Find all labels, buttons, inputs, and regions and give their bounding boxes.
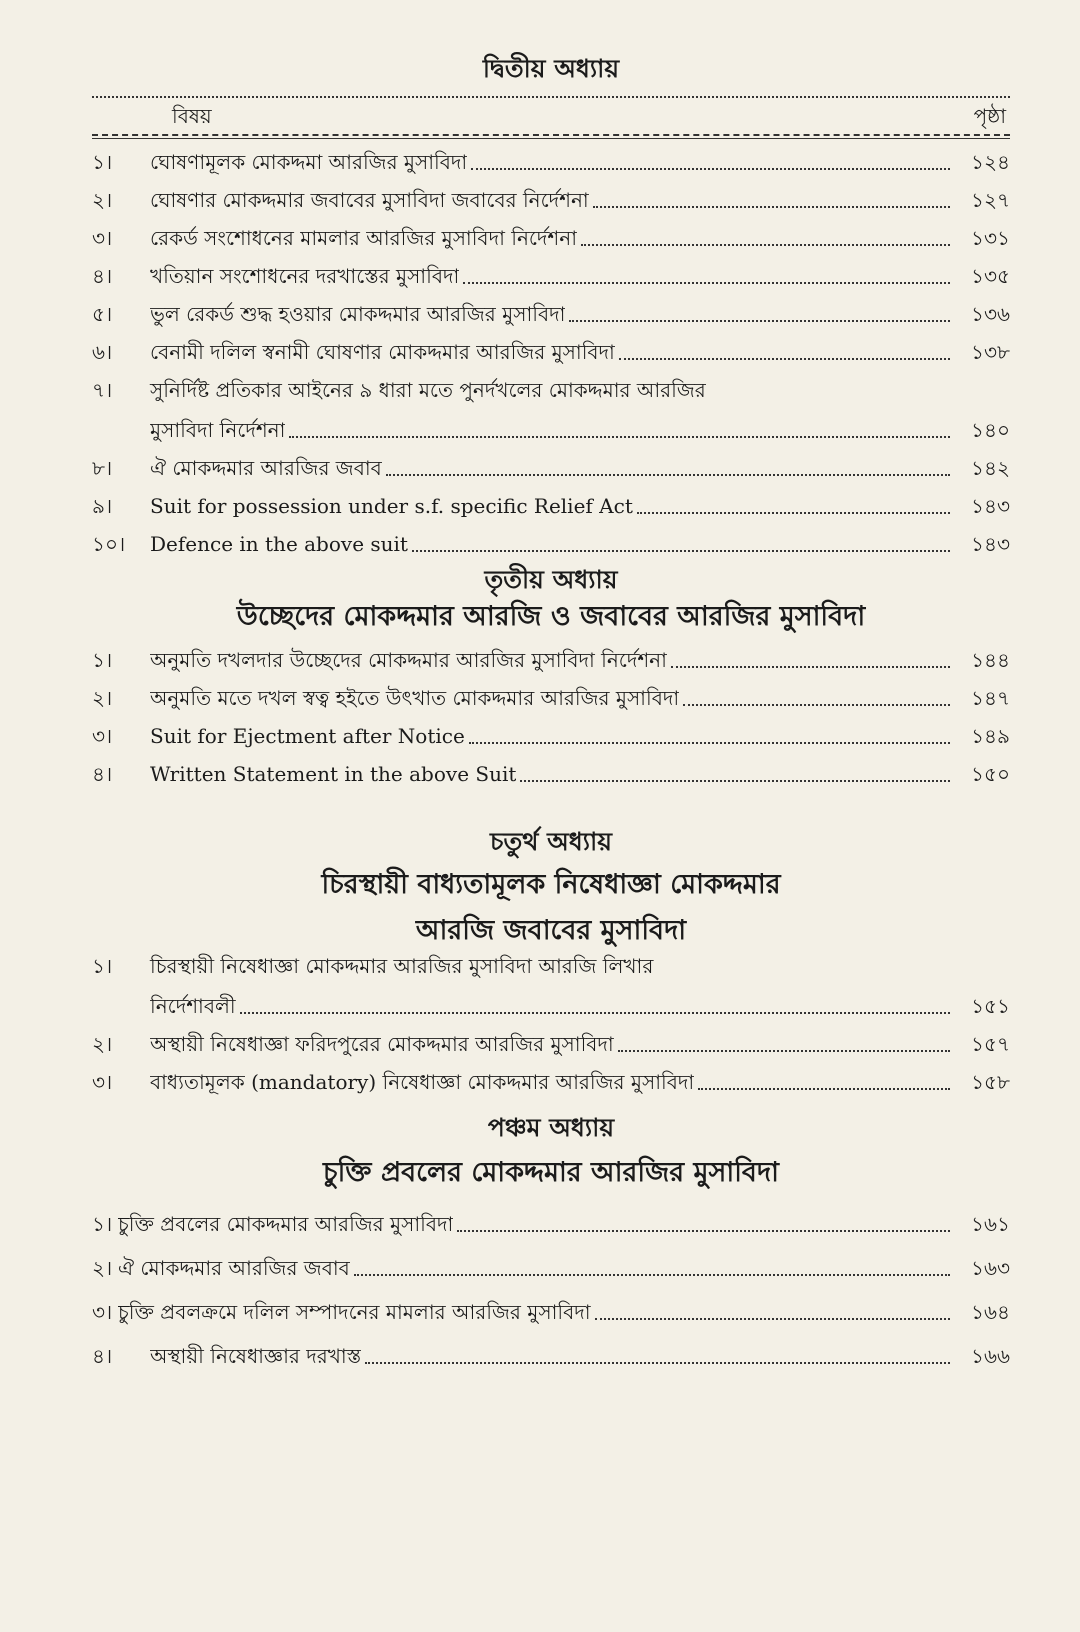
toc-entry[interactable] bbox=[92, 453, 1010, 483]
toc-entry[interactable] bbox=[92, 1341, 1010, 1371]
entry-number: ২। bbox=[92, 1032, 113, 1056]
toc-entry[interactable] bbox=[92, 491, 1010, 521]
dot-leader bbox=[412, 550, 950, 552]
toc-entry[interactable] bbox=[92, 261, 1010, 291]
entry-title: Suit for Ejectment after Notice bbox=[150, 724, 465, 748]
entry-number: ৭। bbox=[92, 378, 113, 402]
entry-title: রেকর্ড সংশোধনের মামলার আরজির মুসাবিদা নির্দেশনা bbox=[150, 226, 578, 250]
entry-title: ঘোষণার মোকদ্দমার জবাবের মুসাবিদা জবাবের নির্দেশনা bbox=[150, 188, 589, 212]
entry-title: সুনির্দিষ্ট প্রতিকার আইনের ৯ ধারা মতে পুনর্দখলের মোকদ্দমার আরজির bbox=[150, 378, 706, 402]
toc-entry[interactable] bbox=[92, 951, 1010, 1021]
entry-page: ১৬৩ bbox=[971, 1256, 1010, 1280]
dot-leader bbox=[386, 474, 950, 476]
toc-entry[interactable] bbox=[92, 1067, 1010, 1097]
dot-leader bbox=[354, 1274, 950, 1276]
entry-title: ঘোষণামূলক মোকদ্দমা আরজির মুসাবিদা bbox=[150, 150, 468, 174]
entry-title: Suit for possession under s.f. specific Relief Act bbox=[150, 494, 633, 518]
entry-title: Defence in the above suit bbox=[150, 532, 408, 556]
entry-number: ১। bbox=[92, 648, 113, 672]
dot-leader bbox=[619, 358, 950, 360]
chapter-3-entries bbox=[92, 645, 1010, 789]
entry-title: ঐ মোকদ্দমার আরজির জবাব bbox=[150, 456, 382, 480]
entry-number: ৪। bbox=[92, 1344, 113, 1368]
chapter-3-subtitle: উচ্ছেদের মোকদ্দমার আরজি ও জবাবের আরজির মুসাবিদা bbox=[236, 601, 866, 632]
toc-entry[interactable] bbox=[92, 375, 1010, 445]
entry-title: Written Statement in the above Suit bbox=[150, 762, 517, 786]
entry-page: ১৩৮ bbox=[971, 340, 1010, 364]
entry-page: ১৪৩ bbox=[971, 494, 1010, 518]
entry-number: ৪। bbox=[92, 264, 113, 288]
chapter-2-title: দ্বিতীয় অধ্যায় bbox=[482, 54, 620, 83]
entry-title: চুক্তি প্রবলক্রমে দলিল সম্পাদনের মামলার আরজির মুসাবিদা bbox=[118, 1300, 591, 1324]
dot-leader bbox=[289, 436, 950, 438]
chapter-4-entries bbox=[92, 951, 1010, 1097]
entry-page: ১৩৫ bbox=[971, 264, 1010, 288]
dot-leader bbox=[637, 512, 950, 514]
dot-leader bbox=[463, 282, 950, 284]
dot-leader bbox=[593, 206, 950, 208]
entry-page: ১৪৭ bbox=[971, 686, 1010, 710]
entry-number: ১। bbox=[92, 954, 113, 978]
entry-number: ৪। bbox=[92, 762, 113, 786]
entry-title: অনুমতি মতে দখল স্বত্ব হইতে উৎখাত মোকদ্দমার আরজির মুসাবিদা bbox=[150, 686, 680, 710]
entry-page: ১৫১ bbox=[971, 994, 1010, 1018]
toc-entry[interactable] bbox=[92, 1209, 1010, 1239]
entry-number: ৩। bbox=[92, 1300, 113, 1324]
toc-entry[interactable] bbox=[92, 1297, 1010, 1327]
entry-number: ১। bbox=[92, 1212, 113, 1236]
entry-page: ১৩৬ bbox=[971, 302, 1010, 326]
chapter-4-subtitle-line-2: আরজি জবাবের মুসাবিদা bbox=[415, 915, 687, 946]
entry-number: ৩। bbox=[92, 724, 113, 748]
entry-page: ১৬১ bbox=[971, 1212, 1010, 1236]
toc-entry[interactable] bbox=[92, 1029, 1010, 1059]
entry-page: ১৬৪ bbox=[971, 1300, 1010, 1324]
entry-page: ১২৭ bbox=[971, 188, 1010, 212]
entry-number: ৫। bbox=[92, 302, 113, 326]
entry-title-continued: নির্দেশাবলী bbox=[150, 994, 236, 1018]
toc-entry[interactable] bbox=[92, 299, 1010, 329]
chapter-5-subtitle: চুক্তি প্রবলের মোকদ্দমার আরজির মুসাবিদা bbox=[323, 1157, 779, 1188]
dot-leader bbox=[240, 1012, 950, 1014]
chapter-5-entries bbox=[92, 1209, 1010, 1371]
entry-title: চিরস্থায়ী নিষেধাজ্ঞা মোকদ্দমার আরজির মুসাবিদা আরজি লিখার bbox=[150, 954, 654, 978]
entry-number: ২। bbox=[92, 188, 113, 212]
entry-number: ১০। bbox=[92, 532, 126, 556]
entry-title: অস্থায়ী নিষেধাজ্ঞা ফরিদপুরের মোকদ্দমার আরজির মুসাবিদা bbox=[150, 1032, 614, 1056]
entry-number: ১। bbox=[92, 150, 113, 174]
entry-title-continued: মুসাবিদা নির্দেশনা bbox=[150, 418, 286, 442]
chapter-2-entries bbox=[92, 147, 1010, 559]
entry-page: ১৫০ bbox=[971, 762, 1010, 786]
dot-leader bbox=[618, 1050, 950, 1052]
entry-number: ২। bbox=[92, 686, 113, 710]
dot-leader bbox=[698, 1088, 950, 1090]
entry-title: বেনামী দলিল স্বনামী ঘোষণার মোকদ্দমার আরজির মুসাবিদা bbox=[150, 340, 615, 364]
entry-number: ২। bbox=[92, 1256, 113, 1280]
entry-number: ৬। bbox=[92, 340, 113, 364]
dot-leader bbox=[683, 704, 950, 706]
entry-title: খতিয়ান সংশোধনের দরখাস্তের মুসাবিদা bbox=[150, 264, 460, 288]
column-subject-label: বিষয় bbox=[172, 104, 212, 128]
dot-leader bbox=[469, 742, 950, 744]
toc-entry[interactable] bbox=[92, 721, 1010, 751]
entry-title: বাধ্যতামূলক (mandatory) নিষেধাজ্ঞা মোকদ্দমার আরজির মুসাবিদা bbox=[150, 1070, 695, 1094]
entry-title: ঐ মোকদ্দমার আরজির জবাব bbox=[118, 1256, 350, 1280]
entry-page: ১৫৭ bbox=[971, 1032, 1010, 1056]
entry-title: ভুল রেকর্ড শুদ্ধ হওয়ার মোকদ্দমার আরজির মুসাবিদা bbox=[150, 302, 566, 326]
chapter-4-title: চতুর্থ অধ্যায় bbox=[489, 827, 613, 856]
toc-entry[interactable] bbox=[92, 759, 1010, 789]
entry-page: ১৪৯ bbox=[971, 724, 1010, 748]
entry-title: অস্থায়ী নিষেধাজ্ঞার দরখাস্ত bbox=[150, 1344, 362, 1368]
toc-entry[interactable] bbox=[92, 529, 1010, 559]
dot-leader bbox=[365, 1362, 950, 1364]
dot-leader bbox=[520, 780, 950, 782]
entry-number: ৩। bbox=[92, 226, 113, 250]
dot-leader bbox=[457, 1230, 950, 1232]
toc-entry[interactable] bbox=[92, 683, 1010, 713]
toc-entry[interactable] bbox=[92, 645, 1010, 675]
entry-number: ৩। bbox=[92, 1070, 113, 1094]
entry-page: ১৪২ bbox=[971, 456, 1010, 480]
dot-leader bbox=[569, 320, 950, 322]
toc-entry[interactable] bbox=[92, 223, 1010, 253]
entry-page: ১৩১ bbox=[971, 226, 1010, 250]
dot-leader bbox=[595, 1318, 950, 1320]
entry-number: ৯। bbox=[92, 494, 113, 518]
column-header-row bbox=[92, 98, 1010, 134]
entry-page: ১৪৩ bbox=[971, 532, 1010, 556]
entry-title: অনুমতি দখলদার উচ্ছেদের মোকদ্দমার আরজির মুসাবিদা নির্দেশনা bbox=[150, 648, 667, 672]
entry-page: ১৪৪ bbox=[971, 648, 1010, 672]
chapter-5-title: পঞ্চম অধ্যায় bbox=[487, 1113, 615, 1142]
chapter-4-subtitle-line-1: চিরস্থায়ী বাধ্যতামূলক নিষেধাজ্ঞা মোকদ্দমার bbox=[321, 869, 781, 900]
dot-leader bbox=[471, 168, 950, 170]
entry-number: ৮। bbox=[92, 456, 113, 480]
entry-page: ১৪০ bbox=[971, 418, 1010, 442]
toc-entry[interactable] bbox=[92, 337, 1010, 367]
chapter-3-title: তৃতীয় অধ্যায় bbox=[484, 565, 618, 594]
toc-entry[interactable] bbox=[92, 1253, 1010, 1283]
column-page-label: পৃষ্ঠা bbox=[973, 104, 1006, 128]
toc-entry[interactable] bbox=[92, 185, 1010, 215]
entry-page: ১৫৮ bbox=[971, 1070, 1010, 1094]
entry-page: ১২৪ bbox=[971, 150, 1010, 174]
dot-leader bbox=[581, 244, 950, 246]
entry-title: চুক্তি প্রবলের মোকদ্দমার আরজির মুসাবিদা bbox=[118, 1212, 454, 1236]
entry-page: ১৬৬ bbox=[971, 1344, 1010, 1368]
toc-entry[interactable] bbox=[92, 147, 1010, 177]
dot-leader bbox=[671, 666, 950, 668]
